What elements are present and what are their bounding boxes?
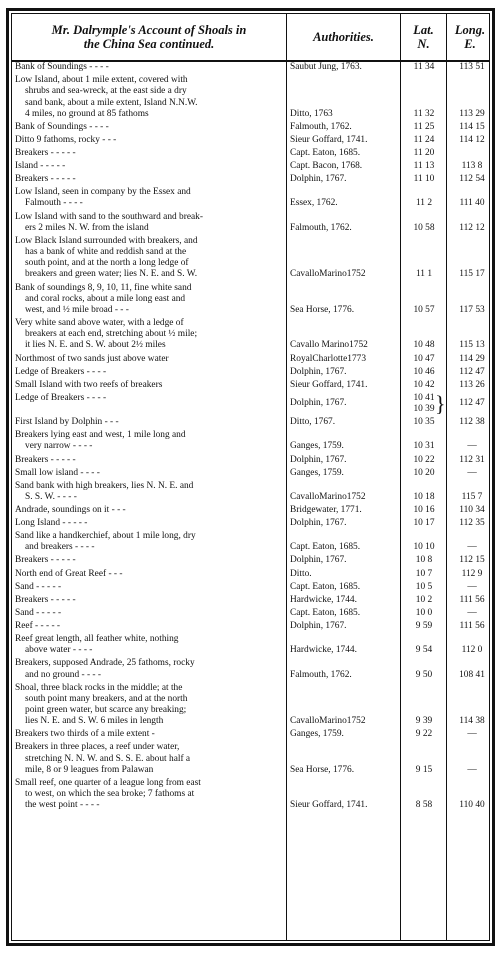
description-line: it lies N. E. and S. W. about 2½ miles xyxy=(25,340,166,351)
shoal-description xyxy=(15,236,285,281)
table-row xyxy=(12,742,489,778)
longitude-cell: 112 38 xyxy=(459,417,485,428)
longitude-cell: — xyxy=(467,542,477,553)
authority-cell: Sieur Goffard, 1741. xyxy=(290,134,368,145)
table-row xyxy=(12,75,489,122)
authority-cell: Ganges, 1759. xyxy=(290,441,344,452)
authority-cell: Falmouth, 1762. xyxy=(290,222,352,233)
latitude-cell: 10 57 xyxy=(413,304,435,315)
description-line: Reef - - - - - xyxy=(15,620,61,631)
description-line: south point, and at the north a long ledge of xyxy=(25,258,189,269)
authority-cell: Capt. Eaton, 1685. xyxy=(290,542,361,553)
longitude-cell: 112 31 xyxy=(459,454,485,465)
authority-cell: CavalloMarino1752 xyxy=(290,491,366,502)
description-line: breakers at each end, stretching about ½ mile; xyxy=(25,329,198,340)
authority-cell: CavalloMarino1752 xyxy=(290,269,366,280)
longitude-cell: — xyxy=(467,581,477,592)
latitude-cell: 11 2 xyxy=(415,198,433,209)
longitude-cell: 112 12 xyxy=(459,222,485,233)
longitude-cell: 111 56 xyxy=(459,594,485,605)
longitude-cell: 112 15 xyxy=(459,555,485,566)
latitude-cell: 9 39 xyxy=(415,716,433,727)
table-row xyxy=(12,455,489,468)
authority-cell: Dolphin, 1767. xyxy=(290,366,347,377)
longitude-cell: — xyxy=(467,764,477,775)
shoal-description xyxy=(15,555,285,566)
authority-cell: Dolphin, 1767. xyxy=(290,555,347,566)
shoal-description xyxy=(15,75,285,120)
description-line: Low Island, seen in company by the Essex and xyxy=(15,187,191,198)
shoal-description xyxy=(15,658,285,680)
latitude-cell: 10 17 xyxy=(413,518,435,529)
shoal-description xyxy=(15,481,285,503)
description-line: Breakers two thirds of a mile extent - xyxy=(15,729,155,740)
description-line: Bank of soundings 8, 9, 10, 11, fine white sand xyxy=(15,282,192,293)
shoal-description xyxy=(15,122,285,133)
description-line: Sand - - - - - xyxy=(15,607,62,618)
shoal-description xyxy=(15,608,285,619)
authority-cell: Bridgewater, 1771. xyxy=(290,504,362,515)
description-line: Very white sand above water, with a ledge of xyxy=(15,318,184,329)
description-line: south point many breakers, and at the north xyxy=(25,693,188,704)
table-row xyxy=(12,390,489,417)
authority-cell: Sea Horse, 1776. xyxy=(290,304,355,315)
longitude-cell: 112 35 xyxy=(459,518,485,529)
table-row xyxy=(12,481,489,505)
longitude-cell: 114 38 xyxy=(459,716,485,727)
latitude-cell: 11 13 xyxy=(413,161,435,172)
latitude-cell: 10 2 xyxy=(415,594,433,605)
shoal-description xyxy=(15,531,285,553)
header-authorities: Authorities. xyxy=(313,30,374,44)
authority-cell: Hardwicke, 1744. xyxy=(290,594,357,605)
latitude-cell: 10 0 xyxy=(415,607,433,618)
shoal-description xyxy=(15,212,285,234)
table-row xyxy=(12,148,489,161)
shoal-description xyxy=(15,455,285,466)
table-row xyxy=(12,505,489,518)
table-row xyxy=(12,174,489,187)
longitude-cell: — xyxy=(467,467,477,478)
longitude-cell: 112 0 xyxy=(461,645,483,656)
longitude-cell: 112 9 xyxy=(461,568,483,579)
shoal-description xyxy=(15,283,285,317)
table-row xyxy=(12,621,489,634)
table-row xyxy=(12,161,489,174)
table-row xyxy=(12,778,489,814)
shoal-description xyxy=(15,367,285,378)
header-lat-line1: Lat. xyxy=(413,23,434,37)
shoal-description xyxy=(15,778,285,812)
header-title-line1: Mr. Dalrymple's Account of Shoals in xyxy=(51,23,247,37)
table-row xyxy=(12,367,489,380)
table-row xyxy=(12,468,489,481)
description-line: has a bank of white and reddish sand at the xyxy=(25,247,187,258)
description-line: Island - - - - - xyxy=(15,161,66,172)
longitude-cell: 115 13 xyxy=(459,340,485,351)
table-row xyxy=(12,658,489,682)
shoal-description xyxy=(15,148,285,159)
latitude-cell: 9 54 xyxy=(415,645,433,656)
authority-cell: Ditto, 1763 xyxy=(290,108,333,119)
header-title xyxy=(12,14,286,60)
description-line: Breakers lying east and west, 1 mile long and xyxy=(15,430,186,441)
description-line: ers 2 miles N. W. from the island xyxy=(25,222,149,233)
longitude-cell: 112 47 xyxy=(459,398,485,409)
longitude-cell: 110 40 xyxy=(459,800,485,811)
latitude-cell: 10 16 xyxy=(413,504,435,515)
longitude-cell: 112 54 xyxy=(459,174,485,185)
longitude-cell: 113 29 xyxy=(459,108,485,119)
table-header xyxy=(12,14,489,62)
description-line: Shoal, three black rocks in the middle; at the xyxy=(15,682,183,693)
latitude-cell: 11 20 xyxy=(413,147,435,158)
description-line: Breakers - - - - - xyxy=(15,174,76,185)
latitude-cell: 8 58 xyxy=(415,800,433,811)
description-line: S. S. W. - - - - xyxy=(25,491,77,502)
shoal-description xyxy=(15,318,285,352)
description-line: Long Island - - - - - xyxy=(15,518,88,529)
longitude-cell: 115 7 xyxy=(461,491,483,502)
latitude-cell: 11 1 xyxy=(415,269,433,280)
latitude-cell: 10 5 xyxy=(415,581,433,592)
description-line: Small reef, one quarter of a league long from east xyxy=(15,777,201,788)
header-title-line2: the China Sea continued. xyxy=(83,37,215,51)
authority-cell: Hardwicke, 1744. xyxy=(290,645,357,656)
table-row xyxy=(12,283,489,319)
description-line: Bank of Soundings - - - - xyxy=(15,62,109,72)
table-row xyxy=(12,354,489,367)
description-line: sand bank, about a mile extent, Island N.N.W. xyxy=(25,97,198,108)
description-line: Breakers - - - - - xyxy=(15,147,76,158)
description-line: Breakers, supposed Andrade, 25 fathoms, rocky xyxy=(15,658,195,669)
authority-cell: Ganges, 1759. xyxy=(290,467,344,478)
description-line: west, and ½ mile broad - - - xyxy=(25,304,129,315)
description-line: and coral rocks, about a mile long east and xyxy=(25,293,186,304)
latitude-cell: 10 20 xyxy=(413,467,435,478)
header-long xyxy=(447,14,493,60)
longitude-cell: 113 26 xyxy=(459,379,485,390)
table-row xyxy=(12,212,489,236)
description-line: Sand like a handkerchief, about 1 mile long, dry xyxy=(15,531,196,542)
longitude-cell: 114 29 xyxy=(459,353,485,364)
description-line: Sand bank with high breakers, lies N. N. E. and xyxy=(15,480,194,491)
table-row xyxy=(12,236,489,283)
description-line: Ledge of Breakers - - - - xyxy=(15,392,107,403)
authority-cell: Ganges, 1759. xyxy=(290,729,344,740)
longitude-cell: — xyxy=(467,441,477,452)
latitude-cell: 10 31 xyxy=(413,441,435,452)
description-line: mile, 8 or 9 leagues from Palawan xyxy=(25,764,154,775)
authority-cell: Capt. Eaton, 1685. xyxy=(290,581,361,592)
longitude-cell: 114 15 xyxy=(459,121,485,132)
header-long-line1: Long. xyxy=(454,23,486,37)
latitude-cell: 10 47 xyxy=(413,353,435,364)
latitude-cell-second: 10 39 xyxy=(413,404,435,414)
authority-cell: Sieur Goffard, 1741. xyxy=(290,800,368,811)
description-line: Northmost of two sands just above water xyxy=(15,353,169,364)
longitude-cell: 113 8 xyxy=(461,161,483,172)
authority-cell: Sea Horse, 1776. xyxy=(290,764,355,775)
description-line: point green water, but scarce any breaking; xyxy=(25,705,187,716)
authority-cell: Ditto, 1767. xyxy=(290,417,336,428)
description-line: shrubs and sea-wreck, at the east side a dry xyxy=(25,86,187,97)
shoal-description xyxy=(15,742,285,776)
longitude-cell: — xyxy=(467,729,477,740)
longitude-cell: 115 17 xyxy=(459,269,485,280)
shoal-description xyxy=(15,634,285,656)
description-line: Breakers - - - - - xyxy=(15,555,76,566)
latitude-cell: 11 10 xyxy=(413,174,435,185)
table-row xyxy=(12,417,489,430)
latitude-cell: 10 35 xyxy=(413,417,435,428)
shoal-description xyxy=(15,595,285,606)
description-line: and no ground - - - - xyxy=(25,669,102,680)
table-row xyxy=(12,122,489,135)
latitude-cell: 9 59 xyxy=(415,620,433,631)
longitude-cell: 112 47 xyxy=(459,366,485,377)
authority-cell: Falmouth, 1762. xyxy=(290,121,352,132)
latitude-cell: 10 58 xyxy=(413,222,435,233)
shoal-description xyxy=(15,187,285,209)
authority-cell: Dolphin, 1767. xyxy=(290,454,347,465)
description-line: Andrade, soundings on it - - - xyxy=(15,504,126,515)
latitude-cell: 10 42 xyxy=(413,379,435,390)
description-line: the west point - - - - xyxy=(25,800,100,811)
shoal-description xyxy=(15,468,285,479)
authority-cell: Essex, 1762. xyxy=(290,198,338,209)
authority-cell: Dolphin, 1767. xyxy=(290,518,347,529)
longitude-cell: — xyxy=(467,607,477,618)
table-row xyxy=(12,595,489,608)
authority-cell: Ditto. xyxy=(290,568,312,579)
shoal-description xyxy=(15,582,285,593)
table-row xyxy=(12,187,489,211)
description-line: North end of Great Reef - - - xyxy=(15,568,123,579)
authority-cell: Dolphin, 1767. xyxy=(290,174,347,185)
table-row xyxy=(12,518,489,531)
latitude-cell: 10 18 xyxy=(413,491,435,502)
longitude-cell: 111 56 xyxy=(459,620,485,631)
table-row xyxy=(12,62,489,75)
authority-cell: Dolphin, 1767. xyxy=(290,398,347,409)
description-line: Small Island with two reefs of breakers xyxy=(15,379,163,390)
shoal-description xyxy=(15,621,285,632)
shoal-description xyxy=(15,729,285,740)
shoal-description xyxy=(15,393,285,404)
authority-cell: CavalloMarino1752 xyxy=(290,716,366,727)
longitude-cell: 111 40 xyxy=(459,198,485,209)
latitude-cell: 9 15 xyxy=(415,764,433,775)
shoal-description xyxy=(15,505,285,516)
description-line: to west, on which the sea broke; 7 fathoms at xyxy=(25,789,195,800)
description-line: Ledge of Breakers - - - - xyxy=(15,366,107,377)
table-row xyxy=(12,608,489,621)
description-line: above water - - - - xyxy=(25,645,93,656)
latitude-cell: 10 48 xyxy=(413,340,435,351)
latitude-cell: 11 24 xyxy=(413,134,435,145)
description-line: First Island by Dolphin - - - xyxy=(15,417,119,428)
shoal-description xyxy=(15,161,285,172)
header-long-line2: E. xyxy=(464,37,476,51)
authority-cell: Saubut Jung, 1763. xyxy=(290,62,362,72)
description-line: Bank of Soundings - - - - xyxy=(15,121,109,132)
description-line: Falmouth - - - - xyxy=(25,198,83,209)
longitude-cell: 113 51 xyxy=(459,62,485,72)
description-line: Breakers - - - - - xyxy=(15,454,76,465)
latitude-cell: 9 22 xyxy=(415,729,433,740)
table-row xyxy=(12,683,489,730)
description-line: Breakers in three places, a reef under water, xyxy=(15,742,180,753)
longitude-cell: 108 41 xyxy=(459,669,485,680)
shoal-description xyxy=(15,430,285,452)
latitude-cell: 11 32 xyxy=(413,108,435,119)
description-line: breakers and green water; lies N. E. and S. W. xyxy=(25,269,198,280)
authority-cell: Cavallo Marino1752 xyxy=(290,340,368,351)
longitude-cell: 117 53 xyxy=(459,304,485,315)
description-line: Sand - - - - - xyxy=(15,581,62,592)
header-lat xyxy=(401,14,446,60)
table-row xyxy=(12,531,489,555)
latitude-cell: 9 50 xyxy=(415,669,433,680)
description-line: Ditto 9 fathoms, rocky - - - xyxy=(15,134,117,145)
latitude-cell: 10 22 xyxy=(413,454,435,465)
description-line: Low Island, about 1 mile extent, covered with xyxy=(15,75,188,86)
latitude-cell: 11 25 xyxy=(413,121,435,132)
longitude-cell: 114 12 xyxy=(459,134,485,145)
description-line: 4 miles, no ground at 85 fathoms xyxy=(25,108,149,119)
description-line: very narrow - - - - xyxy=(25,441,93,452)
description-line: lies N. E. and S. W. 6 miles in length xyxy=(25,716,164,727)
shoal-description xyxy=(15,417,285,428)
shoal-description xyxy=(15,518,285,529)
latitude-cell: 10 41 xyxy=(413,392,435,403)
latitude-cell: 10 7 xyxy=(415,568,433,579)
header-lat-line2: N. xyxy=(417,37,430,51)
description-line: Low Island with sand to the southward and break- xyxy=(15,211,203,222)
latitude-cell: 11 34 xyxy=(413,62,435,72)
table-row xyxy=(12,582,489,595)
table-body xyxy=(12,62,489,813)
authority-cell: RoyalCharlotte1773 xyxy=(290,353,367,364)
longitude-cell: 110 34 xyxy=(459,504,485,515)
description-line: Reef great length, all feather white, nothing xyxy=(15,634,179,645)
shoal-description xyxy=(15,683,285,728)
shoal-description xyxy=(15,380,285,391)
description-line: and breakers - - - - xyxy=(25,542,95,553)
table-row xyxy=(12,729,489,742)
table-row xyxy=(12,634,489,658)
authority-cell: Capt. Bacon, 1768. xyxy=(290,161,363,172)
table-row xyxy=(12,555,489,568)
authority-cell: Falmouth, 1762. xyxy=(290,669,352,680)
latitude-cell: 10 46 xyxy=(413,366,435,377)
authority-cell: Sieur Goffard, 1741. xyxy=(290,379,368,390)
authority-cell: Dolphin, 1767. xyxy=(290,620,347,631)
shoal-description xyxy=(15,569,285,580)
authority-cell: Capt. Eaton, 1685. xyxy=(290,607,361,618)
latitude-cell: 10 10 xyxy=(413,542,435,553)
latitude-brace: } xyxy=(435,390,446,416)
shoal-description xyxy=(15,62,285,73)
table-row xyxy=(12,318,489,354)
table-row xyxy=(12,569,489,582)
shoal-description xyxy=(15,135,285,146)
latitude-cell: 10 8 xyxy=(415,555,433,566)
shoal-description xyxy=(15,354,285,365)
table-row xyxy=(12,135,489,148)
table-frame xyxy=(6,8,495,946)
description-line: Small low island - - - - xyxy=(15,467,100,478)
shoal-description xyxy=(15,174,285,185)
table-row xyxy=(12,430,489,454)
description-line: stretching N. N. W. and S. S. E. about half a xyxy=(25,753,191,764)
authority-cell: Capt. Eaton, 1685. xyxy=(290,147,361,158)
description-line: Breakers - - - - - xyxy=(15,594,76,605)
table-row xyxy=(12,380,489,393)
description-line: Low Black Island surrounded with breakers, and xyxy=(15,235,198,246)
table-inner-border xyxy=(11,13,490,941)
